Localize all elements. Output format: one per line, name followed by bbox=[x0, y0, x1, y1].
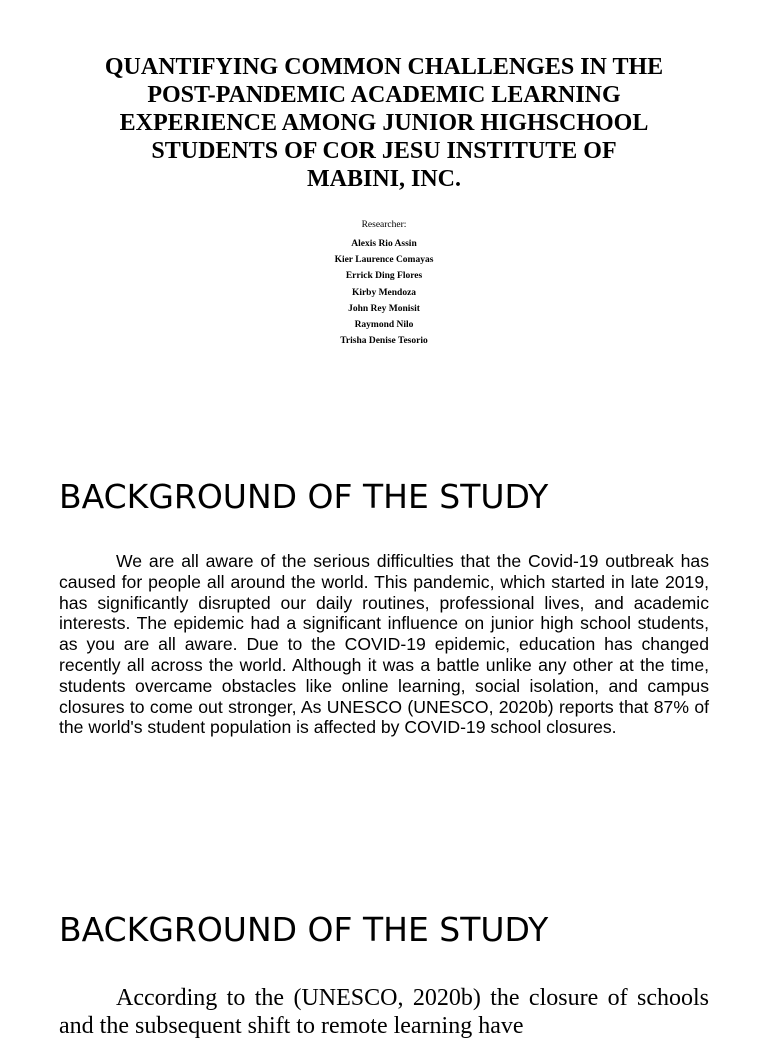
researcher-name: John Rey Monisit bbox=[348, 303, 420, 314]
researcher-name: Kier Laurence Comayas bbox=[334, 255, 434, 266]
researcher-name: Raymond Nilo bbox=[354, 320, 414, 331]
section-heading: BACKGROUND OF THE STUDY bbox=[59, 910, 549, 949]
section-paragraph: According to the (UNESCO, 2020b) the closure of schools and the subsequent shift to remote learning have bbox=[59, 985, 709, 1039]
researcher-block bbox=[234, 218, 534, 349]
researcher-label: Researcher: bbox=[361, 220, 407, 230]
researcher-name: Trisha Denise Tesorio bbox=[340, 336, 428, 347]
researcher-name: Errick Ding Flores bbox=[345, 271, 423, 282]
researcher-name: Alexis Rio Assin bbox=[351, 239, 417, 249]
researcher-name: Kirby Mendoza bbox=[351, 287, 417, 298]
researcher-list bbox=[234, 236, 534, 349]
section-heading: BACKGROUND OF THE STUDY bbox=[59, 477, 549, 516]
document-title: QUANTIFYING COMMON CHALLENGES IN THE POST-PANDEMIC ACADEMIC LEARNING EXPERIENCE AMONG JUNIOR HIGHSCHOOL STUDENTS OF COR JESU INSTITUTE OF MABINI, INC. bbox=[104, 54, 664, 192]
section-paragraph: We are all aware of the serious difficulties that the Covid-19 outbreak has caused for people all around the world. This pandemic, which started in late 2019, has significantly disrupted our daily routines, professional lives, and academic interests. The epidemic had a significant influence on junior high school students, as you are all aware. Due to the COVID-19 epidemic, education has changed recently all across the world. Although it was a battle unlike any other at the time, students overcame obstacles like online learning, social isolation, and campus closures to come out stronger, As UNESCO (UNESCO, 2020b) reports that 87% of the world's student population is affected by COVID-19 school closures. bbox=[59, 551, 709, 738]
